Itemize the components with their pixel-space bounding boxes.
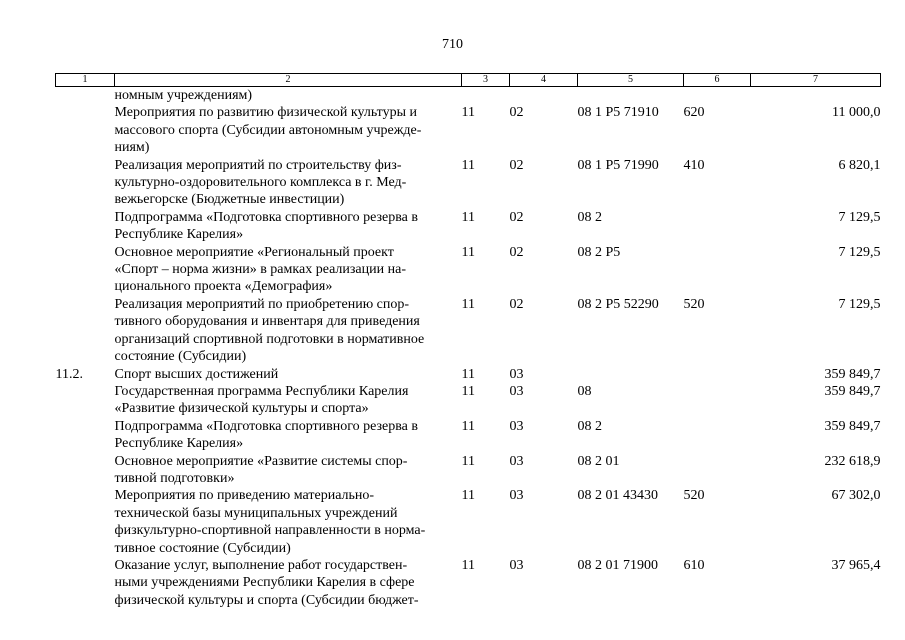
row-amount: 37 965,4	[831, 557, 881, 573]
row-target-article: 08 2 Р5 52290	[577, 296, 659, 312]
row-target-article	[578, 87, 684, 105]
row-amount: 11 000,0	[832, 105, 881, 121]
row-name	[115, 296, 462, 366]
row-name-line: Республике Карелия»	[114, 227, 244, 243]
row-subsection	[510, 87, 578, 105]
row-expense-type	[684, 244, 751, 296]
row-amount: 6 820,1	[838, 157, 881, 173]
row-section: 11	[461, 418, 475, 434]
row-target-article: 08 1 Р5 71910	[577, 105, 659, 121]
row-number	[56, 104, 115, 156]
table-row	[56, 296, 881, 366]
row-amount: 359 849,7	[824, 383, 881, 399]
row-expense-type: 520	[683, 296, 705, 312]
row-name-line: Реализация мероприятий по приобретению спор-	[114, 296, 410, 312]
row-name-line: тивное состояние (Субсидии)	[114, 540, 291, 556]
row-subsection: 02	[509, 296, 524, 312]
row-target-article: 08 2	[577, 418, 602, 434]
row-target-article: 08	[577, 383, 592, 399]
column-header: 2	[115, 74, 462, 87]
budget-table	[55, 73, 881, 609]
row-name	[115, 383, 462, 418]
row-name-line: Подпрограмма «Подготовка спортивного резерва в	[114, 418, 419, 434]
page-number: 710	[442, 37, 463, 52]
row-amount: 7 129,5	[838, 209, 881, 225]
table-row	[56, 453, 881, 488]
row-subsection: 03	[509, 418, 524, 434]
row-subsection: 02	[509, 244, 524, 260]
row-number	[56, 296, 115, 366]
row-name-line: физкультурно-спортивной направленности в норма-	[114, 523, 426, 539]
row-subsection: 03	[509, 453, 524, 469]
table-row	[56, 366, 881, 383]
row-target-article: 08 2 Р5	[577, 244, 621, 260]
column-header-row	[56, 74, 881, 87]
row-subsection: 02	[509, 209, 524, 225]
table-row	[56, 557, 881, 609]
table-row	[56, 487, 881, 557]
row-number	[56, 453, 115, 488]
row-section: 11	[461, 453, 475, 469]
row-target-article: 08 2 01	[577, 453, 620, 469]
row-name-line: вежьегорске (Бюджетные инвестиции)	[114, 192, 345, 208]
row-subsection: 03	[509, 488, 524, 504]
row-number	[56, 209, 115, 244]
row-target-article: 08 2 01 71900	[577, 557, 658, 573]
row-expense-type	[684, 453, 751, 488]
row-subsection: 03	[509, 383, 524, 399]
row-expense-type	[684, 418, 751, 453]
row-expense-type: 610	[683, 557, 705, 573]
row-name-line: массового спорта (Субсидии автономным учрежде-	[114, 122, 422, 138]
row-name-line: ниям)	[114, 140, 150, 156]
row-amount	[751, 87, 881, 105]
row-expense-type: 410	[683, 157, 705, 173]
row-name-line: Мероприятия по приведению материально-	[114, 488, 375, 504]
row-name	[115, 487, 462, 557]
row-subsection: 03	[509, 557, 524, 573]
row-name	[115, 157, 462, 209]
table-row	[56, 383, 881, 418]
row-name-line: организаций спортивной подготовки в нормативное	[114, 331, 425, 347]
row-name-line: тивного оборудования и инвентаря для приведения	[114, 314, 420, 330]
row-name-line: номным учреждениям)	[114, 88, 253, 103]
row-name-line: Реализация мероприятий по строительству физ-	[114, 157, 402, 173]
row-name-line: состояние (Субсидии)	[114, 349, 247, 365]
row-subsection: 02	[509, 105, 524, 121]
row-amount: 7 129,5	[838, 296, 881, 312]
row-number	[56, 87, 115, 105]
row-name-line: физической культуры и спорта (Субсидии бюджет-	[114, 592, 419, 608]
row-name	[115, 557, 462, 609]
row-name	[115, 418, 462, 453]
row-target-article	[578, 366, 684, 383]
column-header: 5	[578, 74, 684, 87]
row-name-line: Подпрограмма «Подготовка спортивного резерва в	[114, 209, 419, 225]
row-amount: 7 129,5	[838, 244, 881, 260]
row-section: 11	[461, 557, 475, 573]
row-name-line: Основное мероприятие «Региональный проект	[114, 244, 394, 260]
row-name-line: Спорт высших достижений	[114, 366, 279, 382]
row-section: 11	[461, 157, 475, 173]
row-number	[56, 557, 115, 609]
row-number	[56, 157, 115, 209]
row-expense-type	[684, 383, 751, 418]
row-name-line: Республике Карелия»	[114, 436, 244, 452]
row-name-line: культурно-оздоровительного комплекса в г. Мед-	[114, 175, 407, 191]
row-name-line: Оказание услуг, выполнение работ государствен-	[114, 557, 408, 573]
row-name	[115, 366, 462, 383]
row-section: 11	[461, 488, 475, 504]
column-header: 1	[56, 74, 115, 87]
row-number: 11.2.	[55, 366, 83, 382]
row-name	[115, 209, 462, 244]
table-row	[56, 209, 881, 244]
row-expense-type: 620	[683, 105, 705, 121]
row-section: 11	[461, 366, 475, 382]
row-number	[56, 244, 115, 296]
row-name	[115, 453, 462, 488]
row-section: 11	[461, 296, 475, 312]
row-name-line: Основное мероприятие «Развитие системы спор-	[114, 453, 408, 469]
row-name-line: технической базы муниципальных учреждений	[114, 505, 398, 521]
row-section: 11	[461, 244, 475, 260]
row-target-article: 08 2 01 43430	[577, 488, 658, 504]
row-section: 11	[461, 383, 475, 399]
table-row	[56, 87, 881, 105]
row-target-article: 08 1 Р5 71990	[577, 157, 659, 173]
column-header: 3	[462, 74, 510, 87]
row-expense-type	[684, 209, 751, 244]
row-name-line: Мероприятия по развитию физической культуры и	[114, 105, 418, 121]
row-amount: 232 618,9	[824, 453, 881, 469]
row-expense-type	[684, 87, 751, 105]
row-name	[115, 244, 462, 296]
table-row	[56, 244, 881, 296]
row-section: 11	[461, 105, 475, 121]
row-amount: 359 849,7	[824, 418, 881, 434]
table-row	[56, 418, 881, 453]
table-row	[56, 104, 881, 156]
row-amount: 67 302,0	[831, 488, 881, 504]
column-header: 7	[751, 74, 881, 87]
row-subsection: 02	[509, 157, 524, 173]
row-expense-type: 520	[683, 488, 705, 504]
row-expense-type	[684, 366, 751, 383]
column-header: 4	[510, 74, 578, 87]
row-section	[462, 87, 510, 105]
row-amount: 359 849,7	[824, 366, 881, 382]
row-section: 11	[461, 209, 475, 225]
row-name-line: ными учреждениями Республики Карелия в сфере	[114, 575, 415, 591]
column-header: 6	[684, 74, 751, 87]
row-name-line: Государственная программа Республики Карелия	[114, 383, 409, 399]
row-name-line: «Спорт – норма жизни» в рамках реализации на-	[114, 262, 406, 278]
row-name	[115, 104, 462, 156]
row-name-line: тивной подготовки»	[114, 470, 235, 486]
row-number	[56, 418, 115, 453]
row-number	[56, 383, 115, 418]
row-target-article: 08 2	[577, 209, 602, 225]
row-subsection: 03	[509, 366, 524, 382]
row-name-line: «Развитие физической культуры и спорта»	[114, 401, 369, 417]
row-name-line: ционального проекта «Демография»	[114, 279, 333, 295]
row-name	[115, 87, 462, 105]
table-row	[56, 157, 881, 209]
row-number	[56, 487, 115, 557]
